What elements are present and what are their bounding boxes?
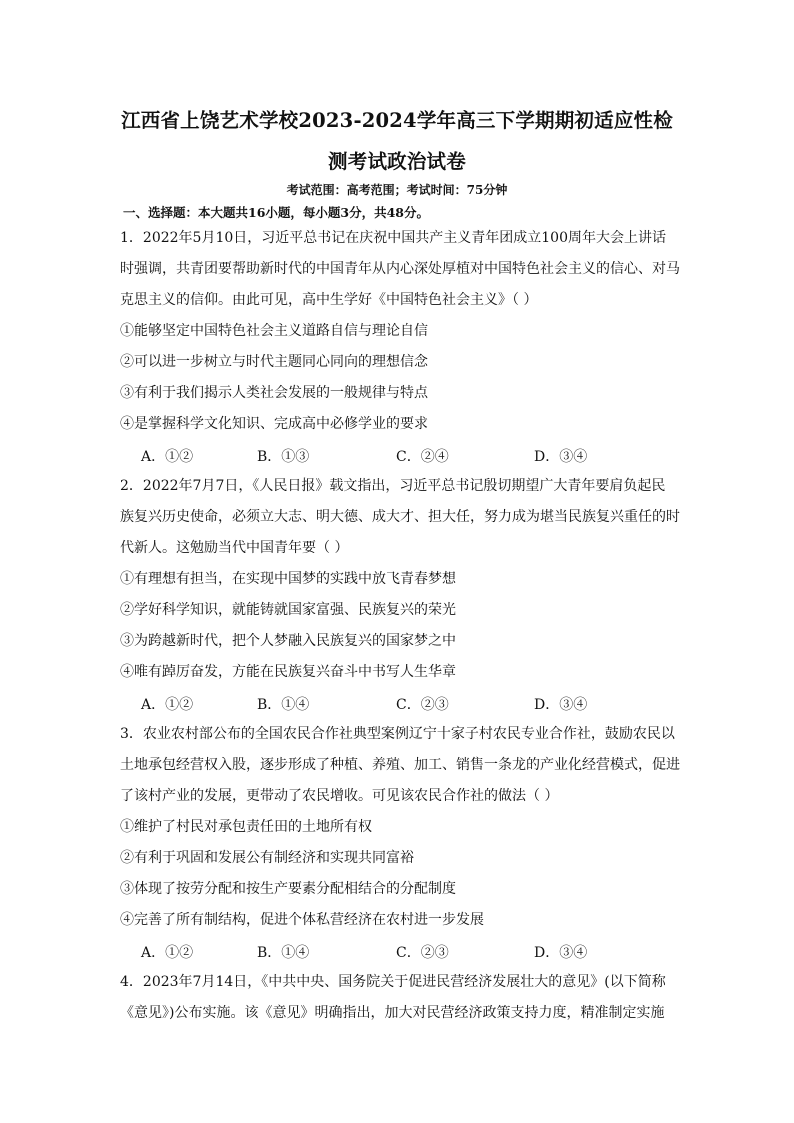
q2-item-3: ③为跨越新时代，把个人梦融入民族复兴的国家梦之中 (120, 633, 456, 649)
q3-option-d: D．③④ (534, 945, 588, 961)
exam-title-line-2: 测考试政治试卷 (328, 150, 466, 173)
q1-item-2: ②可以进一步树立与时代主题同心同向的理想信念 (120, 354, 428, 370)
q2-option-c: C．②③ (396, 697, 449, 713)
q1-stem-line-2: 时强调，共青团要帮助新时代的中国青年从内心深处厚植对中国特色社会主义的信心、对马 (120, 261, 680, 277)
q4-stem-line-2: 《意见》)公布实施。该《意见》明确指出，加大对民营经济政策支持力度，精准制定实施 (120, 1005, 665, 1021)
exam-meta: 考试范围：高考范围；考试时间：75分钟 (286, 183, 508, 197)
q1-item-4: ④是掌握科学文化知识、完成高中必修学业的要求 (120, 416, 428, 432)
q3-stem-line-1: 3．农业农村部公布的全国农民合作社典型案例辽宁十家子村农民专业合作社，鼓励农民以 (120, 726, 675, 742)
q4-stem-line-1: 4．2023年7月14日，《中共中央、国务院关于促进民营经济发展壮大的意见》(以下简称 (120, 974, 666, 990)
q3-item-2: ②有利于巩固和发展公有制经济和实现共同富裕 (120, 850, 414, 866)
q1-stem-line-3: 克思主义的信仰。由此可见，高中生学好《中国特色社会主义》（ ） (120, 292, 538, 308)
q2-option-a: A．①② (141, 697, 194, 713)
q2-option-d: D．③④ (534, 697, 588, 713)
q2-stem-line-1: 2．2022年7月7日，《人民日报》载文指出，习近平总书记殷切期望广大青年要肩负起民 (120, 478, 666, 494)
q3-option-b: B．①④ (257, 945, 310, 961)
q1-item-1: ①能够坚定中国特色社会主义道路自信与理论自信 (120, 323, 428, 339)
q1-option-d: D．③④ (534, 449, 588, 465)
q1-option-b: B．①③ (257, 449, 310, 465)
q1-item-3: ③有利于我们揭示人类社会发展的一般规律与特点 (120, 385, 428, 401)
q3-option-c: C．②③ (396, 945, 449, 961)
q2-option-b: B．①④ (257, 697, 310, 713)
section-heading: 一、选择题：本大题共16小题，每小题3分，共48分。 (123, 205, 429, 220)
q2-item-2: ②学好科学知识，就能铸就国家富强、民族复兴的荣光 (120, 602, 456, 618)
exam-title-line-1: 江西省上饶艺术学校2023-2024学年高三下学期期初适应性检 (121, 109, 673, 132)
q2-stem-line-2: 族复兴历史使命，必须立大志、明大德、成大才、担大任，努力成为堪当民族复兴重任的时 (120, 509, 680, 525)
q2-item-4: ④唯有踔厉奋发，方能在民族复兴奋斗中书写人生华章 (120, 664, 456, 680)
q2-item-1: ①有理想有担当，在实现中国梦的实践中放飞青春梦想 (120, 571, 456, 587)
q3-option-a: A．①② (141, 945, 194, 961)
q1-option-c: C．②④ (396, 449, 449, 465)
q3-stem-line-3: 了该村产业的发展，更带动了农民增收。可见该农民合作社的做法（ ） (120, 788, 559, 804)
q1-stem-line-1: 1．2022年5月10日，习近平总书记在庆祝中国共产主义青年团成立100周年大会上讲话 (120, 230, 666, 246)
q3-item-4: ④完善了所有制结构，促进个体私营经济在农村进一步发展 (120, 912, 484, 928)
q2-stem-line-3: 代新人。这勉励当代中国青年要（ ） (120, 540, 349, 556)
q1-option-a: A．①② (141, 449, 194, 465)
q3-item-1: ①维护了村民对承包责任田的土地所有权 (120, 819, 372, 835)
q3-stem-line-2: 土地承包经营权入股，逐步形成了种植、养殖、加工、销售一条龙的产业化经营模式，促进 (120, 757, 680, 773)
q3-item-3: ③体现了按劳分配和按生产要素分配相结合的分配制度 (120, 881, 456, 897)
